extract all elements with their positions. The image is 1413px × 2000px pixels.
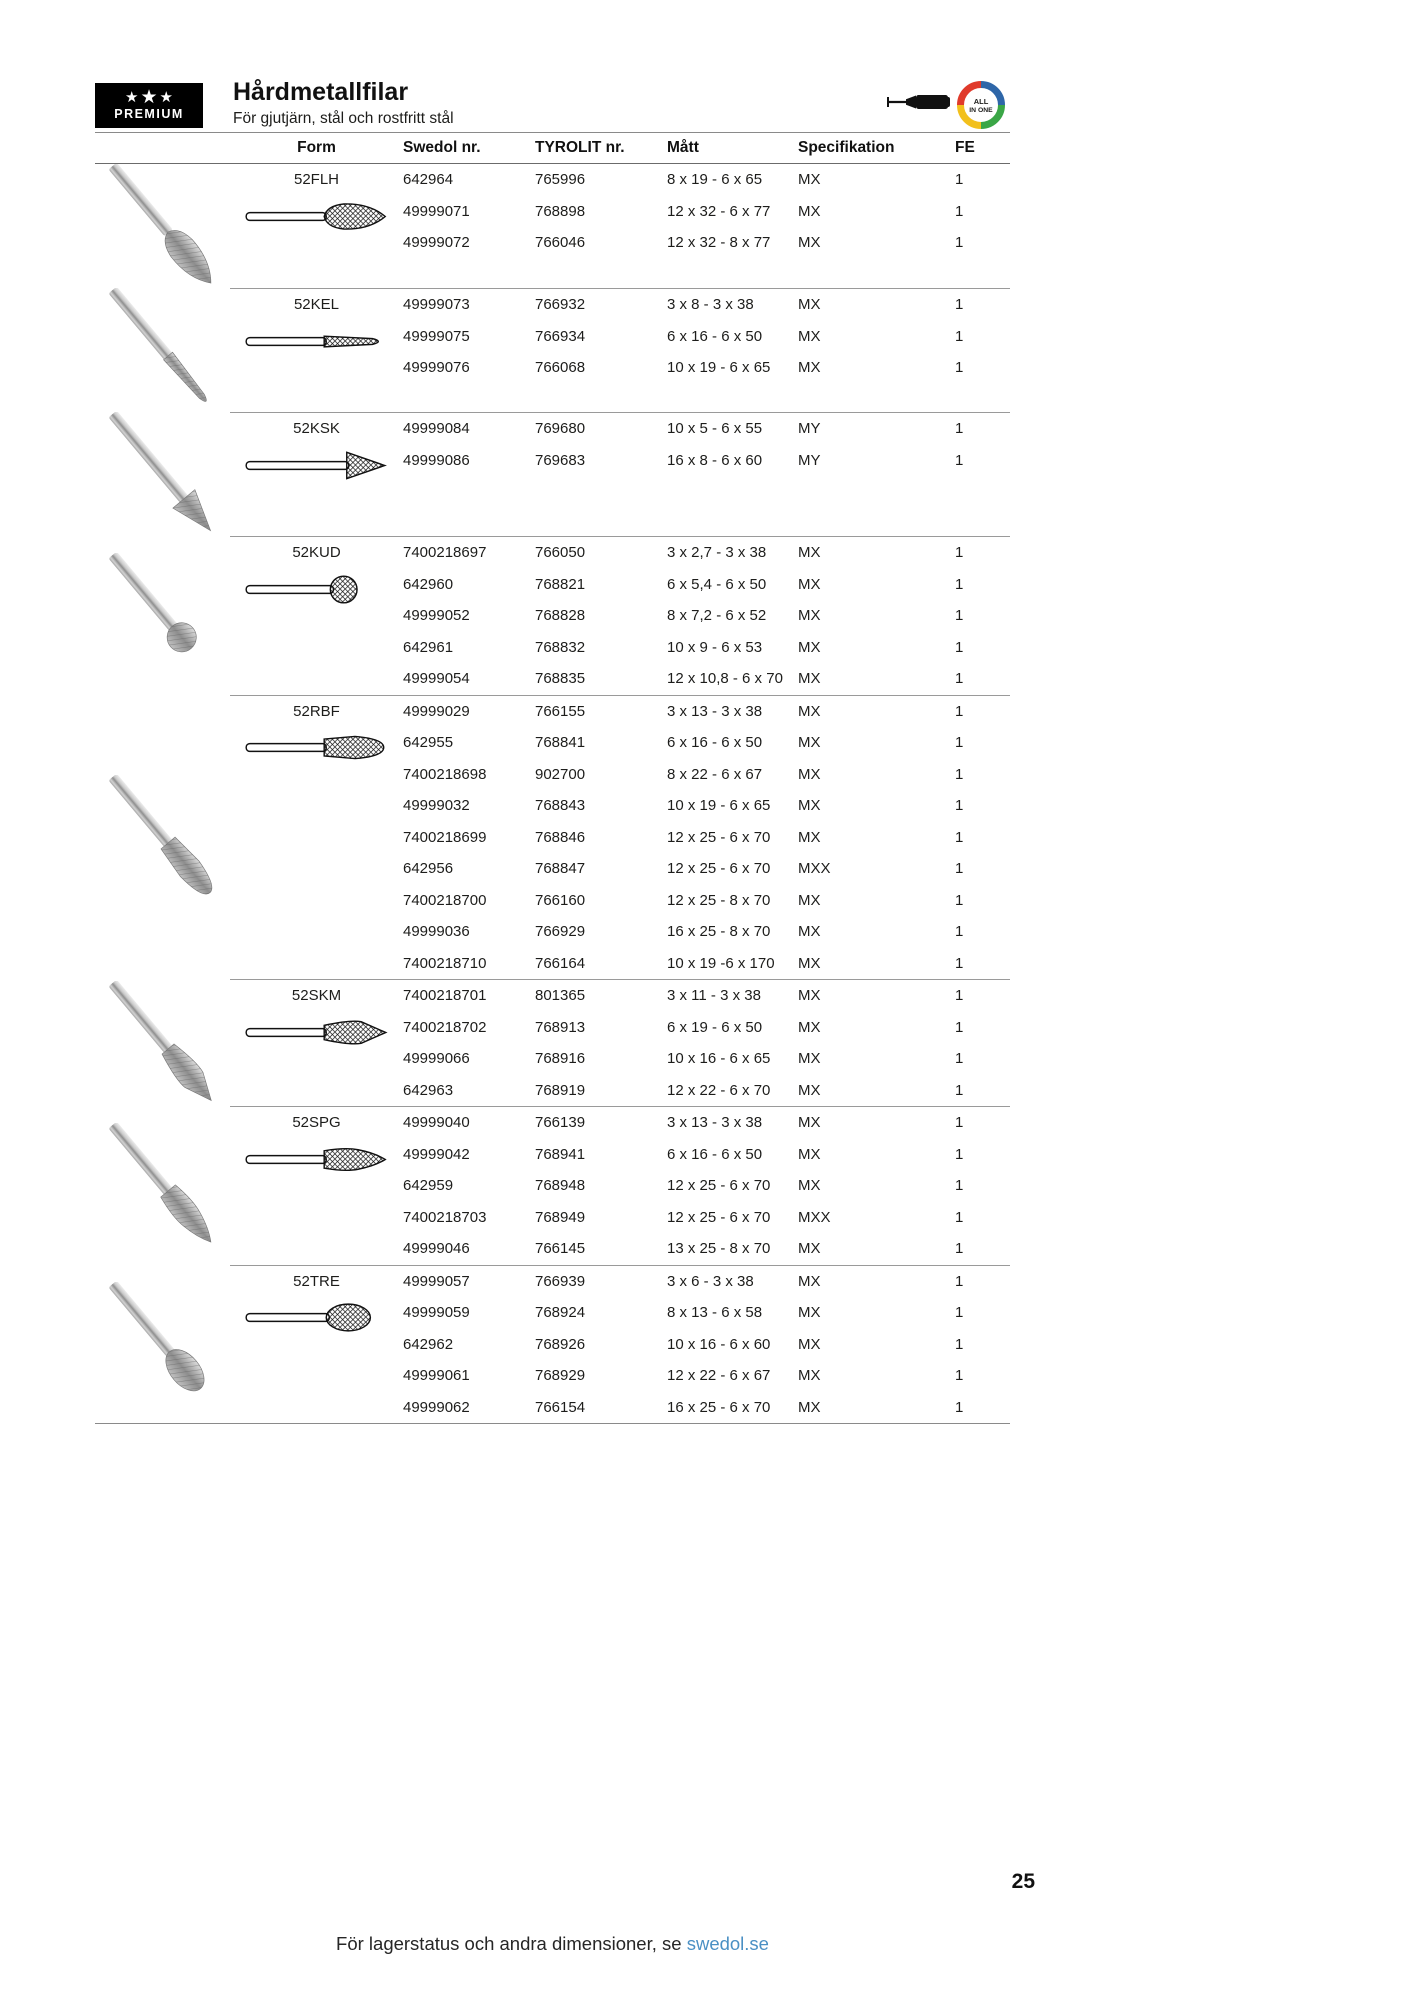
cell-swedol: 49999086 (403, 451, 470, 469)
table-row (403, 1107, 1010, 1139)
product-group-52SKM (95, 979, 1010, 1106)
cell-fe: 1 (955, 765, 964, 783)
form-line-drawing (230, 1140, 403, 1184)
cell-spec: MX (798, 987, 821, 1005)
cell-matt: 12 x 25 - 6 x 70 (667, 1177, 771, 1195)
form-line-drawing (230, 1013, 403, 1057)
cell-matt: 6 x 16 - 6 x 50 (667, 327, 763, 345)
cell-swedol: 49999084 (403, 420, 470, 438)
table-row (403, 289, 1010, 321)
cell-tyrolit: 768898 (535, 202, 586, 220)
table-row (403, 1012, 1010, 1044)
cell-spec: MX (798, 1304, 821, 1322)
cell-swedol: 49999076 (403, 359, 470, 377)
cell-tyrolit: 768919 (535, 1081, 586, 1099)
cell-swedol: 49999057 (403, 1272, 470, 1290)
cell-matt: 10 x 5 - 6 x 55 (667, 420, 763, 438)
cell-swedol: 49999072 (403, 234, 470, 252)
cell-swedol: 49999040 (403, 1114, 470, 1132)
cell-spec: MX (798, 171, 821, 189)
table-row (403, 1075, 1010, 1107)
cell-spec: MY (798, 451, 821, 469)
cell-swedol: 7400218710 (403, 954, 487, 972)
column-header-tyrolit-nr: TYROLIT nr. (535, 139, 625, 156)
form-code: 52SKM (291, 987, 342, 1004)
premium-badge (95, 83, 203, 128)
cell-swedol: 642963 (403, 1081, 454, 1099)
cell-matt: 12 x 25 - 8 x 70 (667, 891, 771, 909)
page-title: Hårdmetallfilar (233, 78, 409, 106)
cell-swedol: 49999042 (403, 1145, 470, 1163)
cell-spec: MX (798, 202, 821, 220)
flame-line-drawing (242, 197, 392, 236)
form-line-drawing (230, 570, 403, 614)
tree-burr-photo (101, 775, 225, 899)
table-row (403, 663, 1010, 695)
cell-matt: 10 x 19 - 6 x 65 (667, 359, 771, 377)
logo-text-line2: IN ONE (969, 107, 993, 114)
form-code: 52RBF (293, 702, 340, 720)
cell-tyrolit: 766939 (535, 1272, 586, 1290)
cell-spec: MX (798, 1240, 821, 1258)
star-icon: ★ (159, 89, 173, 106)
form-line-drawing (230, 197, 403, 241)
form-cell (230, 413, 403, 536)
cell-fe: 1 (955, 1145, 964, 1163)
product-group-52TRE (95, 1265, 1010, 1424)
cell-matt: 3 x 8 - 3 x 38 (667, 296, 754, 314)
cell-tyrolit: 768828 (535, 607, 586, 625)
cell-swedol: 49999052 (403, 607, 470, 625)
table-row (403, 822, 1010, 854)
cell-spec: MX (798, 607, 821, 625)
cell-swedol: 49999054 (403, 670, 470, 688)
table-row (403, 632, 1010, 664)
cell-fe: 1 (955, 797, 964, 815)
table-row (403, 853, 1010, 885)
cell-matt: 12 x 25 - 6 x 70 (667, 1208, 771, 1226)
cell-fe: 1 (955, 1335, 964, 1353)
cell-spec: MX (798, 1367, 821, 1385)
cell-fe: 1 (955, 544, 964, 562)
countersink-line-drawing (242, 446, 392, 485)
premium-stars (125, 87, 173, 108)
cell-spec: MX (798, 954, 821, 972)
cell-fe: 1 (955, 359, 964, 377)
product-photo (95, 412, 230, 536)
page-subtitle: För gjutjärn, stål och rostfritt stål (233, 110, 454, 127)
cell-spec: MX (798, 828, 821, 846)
cell-matt: 6 x 16 - 6 x 50 (667, 734, 763, 752)
cell-spec: MX (798, 891, 821, 909)
premium-label: PREMIUM (114, 107, 184, 121)
ball-burr-photo (101, 553, 225, 677)
cell-swedol: 7400218698 (403, 765, 487, 783)
table-row (403, 790, 1010, 822)
cell-spec: MX (798, 234, 821, 252)
cell-tyrolit: 768843 (535, 797, 586, 815)
cell-tyrolit: 766164 (535, 954, 586, 972)
cell-tyrolit: 768924 (535, 1304, 586, 1322)
cell-fe: 1 (955, 1304, 964, 1322)
star-icon: ★ (125, 89, 139, 106)
cell-fe: 1 (955, 1272, 964, 1290)
cell-swedol: 49999036 (403, 923, 470, 941)
cell-spec: MX (798, 1398, 821, 1416)
cell-tyrolit: 768847 (535, 860, 586, 878)
cell-spec: MX (798, 1272, 821, 1290)
cell-fe: 1 (955, 670, 964, 688)
cell-fe: 1 (955, 1018, 964, 1036)
cell-fe: 1 (955, 734, 964, 752)
cell-fe: 1 (955, 202, 964, 220)
cell-matt: 3 x 11 - 3 x 38 (667, 987, 761, 1005)
cell-swedol: 49999061 (403, 1367, 470, 1385)
cell-tyrolit: 768846 (535, 828, 586, 846)
cell-spec: MX (798, 765, 821, 783)
cell-spec: MX (798, 544, 821, 562)
cell-tyrolit: 768926 (535, 1335, 586, 1353)
form-cell (230, 289, 403, 412)
table-row (403, 1297, 1010, 1329)
cell-spec: MY (798, 420, 821, 438)
form-code: 52SPG (292, 1114, 341, 1131)
cell-matt: 12 x 25 - 6 x 70 (667, 828, 771, 846)
column-header-swedol-nr: Swedol nr. (403, 139, 481, 156)
cell-fe: 1 (955, 923, 964, 941)
table-row (403, 600, 1010, 632)
cell-spec: MX (798, 1335, 821, 1353)
form-code: 52KUD (292, 544, 341, 561)
cell-spec: MX (798, 734, 821, 752)
cell-swedol: 7400218702 (403, 1018, 487, 1036)
footer-text: För lagerstatus och andra dimensioner, se (336, 1933, 687, 1954)
cell-spec: MX (798, 1177, 821, 1195)
cell-tyrolit: 768916 (535, 1050, 586, 1068)
form-cell (230, 1107, 403, 1265)
cell-spec: MX (798, 1081, 821, 1099)
pointedtree-line-drawing (242, 1140, 392, 1179)
cell-spec: MXX (798, 1208, 831, 1226)
flame-burr-photo (101, 164, 225, 288)
cell-matt: 10 x 19 -6 x 170 (667, 954, 775, 972)
cell-swedol: 7400218703 (403, 1208, 487, 1226)
cell-matt: 6 x 5,4 - 6 x 50 (667, 575, 767, 593)
cell-matt: 16 x 25 - 8 x 70 (667, 923, 771, 941)
cell-matt: 12 x 32 - 8 x 77 (667, 234, 771, 252)
table-row (403, 1392, 1010, 1424)
form-line-drawing (230, 1298, 403, 1342)
cell-swedol: 642962 (403, 1335, 454, 1353)
cell-matt: 3 x 13 - 3 x 38 (667, 702, 763, 720)
product-group-52KEL (95, 288, 1010, 412)
product-group-52RBF (95, 695, 1010, 980)
product-group-52FLH (95, 164, 1010, 288)
cell-fe: 1 (955, 987, 964, 1005)
cell-tyrolit: 801365 (535, 987, 586, 1005)
cell-tyrolit: 768948 (535, 1177, 586, 1195)
cell-swedol: 642955 (403, 734, 454, 752)
cell-spec: MX (798, 575, 821, 593)
cell-swedol: 49999062 (403, 1398, 470, 1416)
cell-tyrolit: 766155 (535, 702, 586, 720)
table-row (403, 980, 1010, 1012)
cell-tyrolit: 766160 (535, 891, 586, 909)
table-row (403, 413, 1010, 445)
cell-matt: 8 x 19 - 6 x 65 (667, 171, 763, 189)
table-row (403, 1202, 1010, 1234)
oval-burr-photo (101, 1282, 225, 1406)
cell-matt: 12 x 22 - 6 x 70 (667, 1081, 771, 1099)
table-row (403, 727, 1010, 759)
form-code: 52FLH (293, 171, 340, 188)
product-photo (95, 979, 230, 1106)
cell-swedol: 642959 (403, 1177, 454, 1195)
product-photo (95, 1265, 230, 1424)
cell-tyrolit: 766046 (535, 234, 586, 252)
cell-fe: 1 (955, 638, 964, 656)
table-header-row (95, 133, 1010, 164)
cell-swedol: 7400218699 (403, 828, 487, 846)
pointed-burr-photo (101, 981, 225, 1105)
product-photo (95, 1106, 230, 1265)
cell-matt: 16 x 8 - 6 x 60 (667, 451, 763, 469)
cell-spec: MX (798, 1114, 821, 1132)
table-row (403, 1139, 1010, 1171)
cell-swedol: 49999046 (403, 1240, 470, 1258)
footer (95, 1933, 1010, 1955)
form-code: 52TRE (293, 1272, 340, 1290)
cell-matt: 3 x 2,7 - 3 x 38 (667, 544, 767, 562)
cell-fe: 1 (955, 954, 964, 972)
product-photo (95, 288, 230, 412)
table-row (403, 227, 1010, 259)
cell-spec: MX (798, 670, 821, 688)
product-group-52SPG (95, 1106, 1010, 1265)
cell-swedol: 7400218697 (403, 544, 487, 562)
pointed-line-drawing (242, 1013, 392, 1052)
table-row (403, 196, 1010, 228)
cell-fe: 1 (955, 575, 964, 593)
table-row (403, 569, 1010, 601)
table-row (403, 445, 1010, 477)
cell-tyrolit: 769680 (535, 420, 586, 438)
table-row (403, 1266, 1010, 1298)
oval-line-drawing (242, 1298, 392, 1337)
cell-matt: 10 x 9 - 6 x 53 (667, 638, 763, 656)
cell-fe: 1 (955, 296, 964, 314)
cell-tyrolit: 766068 (535, 359, 586, 377)
cell-matt: 12 x 32 - 6 x 77 (667, 202, 771, 220)
cell-swedol: 49999071 (403, 202, 470, 220)
cone-line-drawing (242, 322, 392, 361)
cell-tyrolit: 768835 (535, 670, 586, 688)
table-row (403, 759, 1010, 791)
cell-swedol: 49999066 (403, 1050, 470, 1068)
table-row (403, 1043, 1010, 1075)
cell-matt: 3 x 13 - 3 x 38 (667, 1114, 763, 1132)
cell-swedol: 49999029 (403, 702, 470, 720)
cell-fe: 1 (955, 234, 964, 252)
cell-matt: 8 x 22 - 6 x 67 (667, 765, 763, 783)
form-code: 52KSK (293, 420, 340, 437)
cell-tyrolit: 768941 (535, 1145, 586, 1163)
form-code: 52KEL (293, 296, 340, 313)
cell-fe: 1 (955, 828, 964, 846)
table-row (403, 885, 1010, 917)
cell-swedol: 7400218700 (403, 891, 487, 909)
cell-swedol: 49999075 (403, 327, 470, 345)
cell-matt: 12 x 10,8 - 6 x 70 (667, 670, 783, 688)
product-group-52KUD (95, 536, 1010, 695)
product-photo (95, 164, 230, 288)
cell-fe: 1 (955, 891, 964, 909)
cell-spec: MX (798, 1018, 821, 1036)
cell-tyrolit: 768913 (535, 1018, 586, 1036)
cell-swedol: 642964 (403, 171, 454, 189)
cell-swedol: 7400218701 (403, 987, 487, 1005)
form-cell (230, 164, 403, 288)
cell-fe: 1 (955, 1177, 964, 1195)
cell-spec: MX (798, 1145, 821, 1163)
cell-tyrolit: 766050 (535, 544, 586, 562)
form-line-drawing (230, 446, 403, 490)
cell-spec: MX (798, 359, 821, 377)
cell-swedol: 642961 (403, 638, 454, 656)
table-row (403, 1329, 1010, 1361)
cell-matt: 10 x 16 - 6 x 60 (667, 1335, 771, 1353)
cone-burr-photo (101, 288, 225, 412)
table-row (403, 321, 1010, 353)
cell-matt: 3 x 6 - 3 x 38 (667, 1272, 754, 1290)
cell-swedol: 642960 (403, 575, 454, 593)
all-in-one-logo (956, 80, 1006, 130)
cell-fe: 1 (955, 327, 964, 345)
cell-spec: MX (798, 702, 821, 720)
cell-matt: 12 x 25 - 6 x 70 (667, 860, 771, 878)
page-number: 25 (1011, 1870, 1035, 1893)
cell-spec: MX (798, 1050, 821, 1068)
cell-fe: 1 (955, 702, 964, 720)
cell-swedol: 642956 (403, 860, 454, 878)
cell-tyrolit: 766929 (535, 923, 586, 941)
cell-matt: 13 x 25 - 8 x 70 (667, 1240, 771, 1258)
cell-swedol: 49999059 (403, 1304, 470, 1322)
table-row (403, 164, 1010, 196)
column-header-form: Form (297, 139, 336, 156)
cell-fe: 1 (955, 420, 964, 438)
cell-spec: MX (798, 638, 821, 656)
cell-tyrolit: 768832 (535, 638, 586, 656)
table-row (403, 1170, 1010, 1202)
cell-matt: 10 x 19 - 6 x 65 (667, 797, 771, 815)
cell-tyrolit: 768841 (535, 734, 586, 752)
form-line-drawing (230, 728, 403, 772)
column-header-specifikation: Specifikation (798, 139, 895, 156)
cell-fe: 1 (955, 860, 964, 878)
cell-tyrolit: 768821 (535, 575, 586, 593)
cell-matt: 6 x 16 - 6 x 50 (667, 1145, 763, 1163)
product-photo (95, 695, 230, 980)
cell-matt: 8 x 13 - 6 x 58 (667, 1304, 763, 1322)
form-cell (230, 696, 403, 980)
cell-matt: 16 x 25 - 6 x 70 (667, 1398, 771, 1416)
cell-fe: 1 (955, 1398, 964, 1416)
cell-fe: 1 (955, 607, 964, 625)
cell-swedol: 49999073 (403, 296, 470, 314)
cell-spec: MXX (798, 860, 831, 878)
star-icon: ★ (140, 87, 158, 108)
table-row (403, 948, 1010, 980)
catalog-table (95, 132, 1010, 1424)
form-cell (230, 980, 403, 1106)
table-row (403, 537, 1010, 569)
cell-tyrolit: 766145 (535, 1240, 586, 1258)
footer-link[interactable]: swedol.se (686, 1933, 769, 1954)
cell-tyrolit: 765996 (535, 171, 586, 189)
table-row (403, 1360, 1010, 1392)
logo-text-line1: ALL (973, 97, 989, 106)
cell-spec: MX (798, 327, 821, 345)
cell-matt: 6 x 19 - 6 x 50 (667, 1018, 763, 1036)
die-grinder-icon (886, 90, 952, 114)
cell-spec: MX (798, 797, 821, 815)
cell-swedol: 49999032 (403, 797, 470, 815)
cell-tyrolit: 902700 (535, 765, 586, 783)
cell-tyrolit: 766154 (535, 1398, 586, 1416)
cell-tyrolit: 768929 (535, 1367, 586, 1385)
cell-tyrolit: 768949 (535, 1208, 586, 1226)
cell-spec: MX (798, 296, 821, 314)
column-header-fe: FE (955, 139, 975, 156)
pointedtree-burr-photo (101, 1123, 225, 1247)
product-group-52KSK (95, 412, 1010, 536)
column-header-m-tt: Mått (667, 139, 699, 156)
cell-fe: 1 (955, 1050, 964, 1068)
cell-fe: 1 (955, 1240, 964, 1258)
cell-fe: 1 (955, 1208, 964, 1226)
tree-line-drawing (242, 728, 392, 767)
cell-spec: MX (798, 923, 821, 941)
form-cell (230, 537, 403, 695)
table-row (403, 916, 1010, 948)
table-row (403, 1233, 1010, 1265)
countersink-burr-photo (101, 412, 225, 536)
cell-tyrolit: 766932 (535, 296, 586, 314)
cell-tyrolit: 769683 (535, 451, 586, 469)
cell-fe: 1 (955, 1081, 964, 1099)
cell-tyrolit: 766139 (535, 1114, 586, 1132)
cell-matt: 8 x 7,2 - 6 x 52 (667, 607, 767, 625)
cell-fe: 1 (955, 171, 964, 189)
form-cell (230, 1266, 403, 1424)
cell-fe: 1 (955, 1367, 964, 1385)
table-row (403, 696, 1010, 728)
table-row (403, 352, 1010, 384)
form-line-drawing (230, 322, 403, 366)
product-photo (95, 536, 230, 695)
cell-fe: 1 (955, 451, 964, 469)
cell-matt: 10 x 16 - 6 x 65 (667, 1050, 771, 1068)
cell-tyrolit: 766934 (535, 327, 586, 345)
ball-line-drawing (242, 570, 392, 609)
cell-matt: 12 x 22 - 6 x 67 (667, 1367, 771, 1385)
cell-fe: 1 (955, 1114, 964, 1132)
